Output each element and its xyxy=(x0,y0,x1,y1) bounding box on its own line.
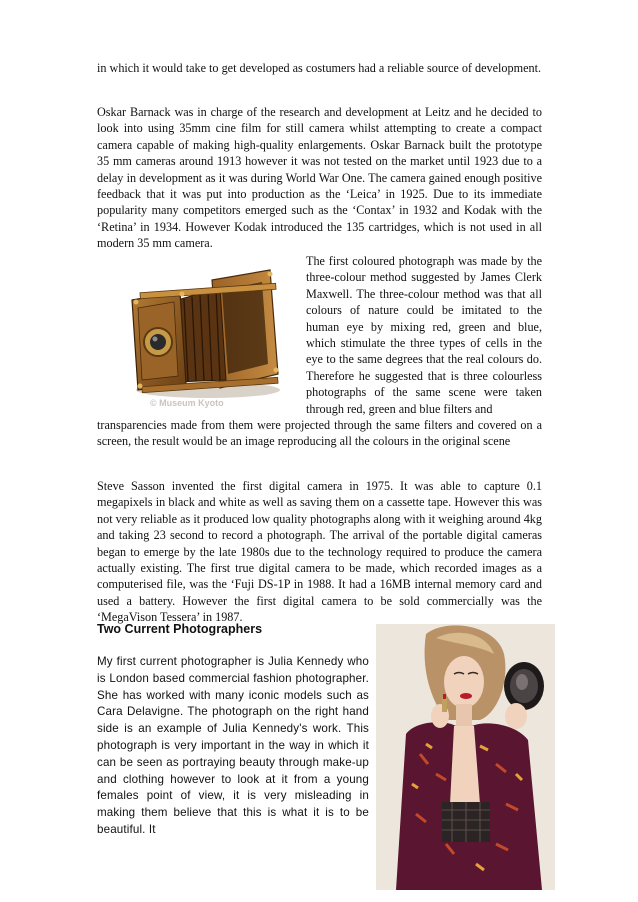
paragraph-intro-fragment: in which it would take to get developed as costumers had a reliable source of development. xyxy=(97,61,542,75)
paragraph-oskar-barnack: Oskar Barnack was in charge of the research and development at Leitz and he decided to look into using 35mm cine film for still camera whilst attempting to create a compact camera capable of making high-quality enlargements. Oskar Barnack built the prototype 35 mm cameras around 1913 however it was not tested on the market until 1923 due to a delay in development as it was during World War One. The camera gained enough positive feedback that it was put into production as the ‘Leica’ in 1925. Due to its immediate popularity many competitors emerged such as the ‘Contax’ in 1932 and Kodak with the ‘Retina’ in 1934. However Kodak introduced the 135 cartridges, which is not used in all modern 35 mm camera. xyxy=(97,105,542,251)
camera-watermark: © Museum Kyoto xyxy=(150,398,224,408)
paragraph-steve-sasson: Steve Sasson invented the first digital camera in 1975. It was able to capture 0.1 megapixels in black and white as well as saving them on a cassette tape. However this was not very reliable as it produced low quality photographs along with it weighing around 4kg and taking 23 second to record a photograph. The arrival of the portable digital cameras began to emerge by the late 1980s due to the technology required to produce the camera actually existing. The first true digital camera to be made, which recorded images as a computerised file, was the ‘Fuji DS-1P in 1988. It had a 16MB internal memory card and used a battery. However the first digital camera to be sold commercially was the ‘MegaVison Tessera’ in 1987. xyxy=(97,479,542,625)
fashion-photograph xyxy=(376,624,555,890)
paragraph-colour-photograph-continued: transparencies made from them were projected through the same filters and covered on a screen, the result would be an image reproducing all the colours in the original scene xyxy=(97,418,542,449)
paragraph-julia-kennedy: My first current photographer is Julia Kennedy who is London based commercial fashion photographer. She has worked with many iconic models such as Cara Delavigne. The photograph on the right hand side is an example of Julia Kennedy's work. This photograph is very important in the way in which it can be seen as portraying beauty through make-up and clothing however to look at it from a young females point of view, it is very misleading in making them believe that this is what it is to be beautiful. It xyxy=(97,655,369,836)
section-heading-current-photographers: Two Current Photographers xyxy=(97,622,263,636)
paragraph-colour-photograph-wrap: The first coloured photograph was made by the three-colour method suggested by James Clerk Maxwell. The three-colour method was that all colours of nature could be imitated to the human eye by mixing red, green and blue, which stimulate the three types of cells in the eye to the same degrees that the real colours do. Therefore he suggested that is three colourless photographs of the same scene were taken through red, green and blue filters and xyxy=(306,254,542,416)
antique-camera-photo xyxy=(120,262,290,414)
